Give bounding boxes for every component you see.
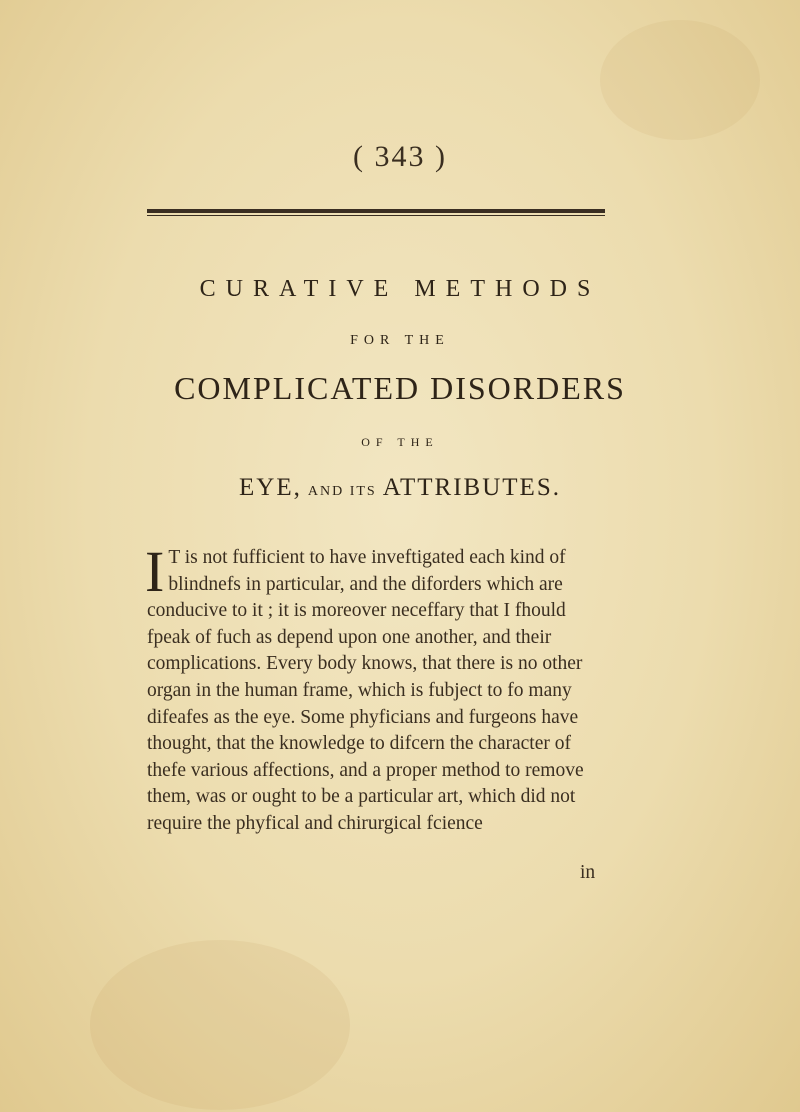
page-number: ( 343 ) xyxy=(353,140,447,173)
paper-stain xyxy=(600,20,760,140)
header-rule-thin xyxy=(147,215,605,216)
drop-cap: I xyxy=(145,539,165,604)
heading-line-4: OF THE xyxy=(361,435,439,449)
heading-eye: EYE, xyxy=(239,474,302,501)
heading-attributes: ATTRIBUTES. xyxy=(382,474,561,501)
header-rule xyxy=(147,209,605,213)
heading-line-2: FOR THE xyxy=(350,333,450,348)
heading-line-1: CURATIVE METHODS xyxy=(199,276,601,302)
paper-stain xyxy=(90,940,350,1110)
heading-line-5 xyxy=(0,474,800,502)
heading-and-its: AND ITS xyxy=(307,484,377,499)
body-paragraph xyxy=(145,539,605,838)
heading-line-3: COMPLICATED DISORDERS xyxy=(174,370,626,406)
catchword: in xyxy=(580,862,596,883)
body-text: T is not fufficient to have inveftigated each kind of blindnefs in particular, and the diforders which are conducive to it ; it is moreover neceffary that I fhould fpeak of fuch as depend upon one another, and their complications. Every body knows, that there is no other organ in the human frame, which is fubject to fo many difeafes as the eye. Some phyficians and furgeons have thought, that the knowledge to difcern the character of thefe various affections, and a proper method to remove them, was or ought to be a particular art, which did not require the phyfical and chirurgical fcience xyxy=(147,547,584,834)
